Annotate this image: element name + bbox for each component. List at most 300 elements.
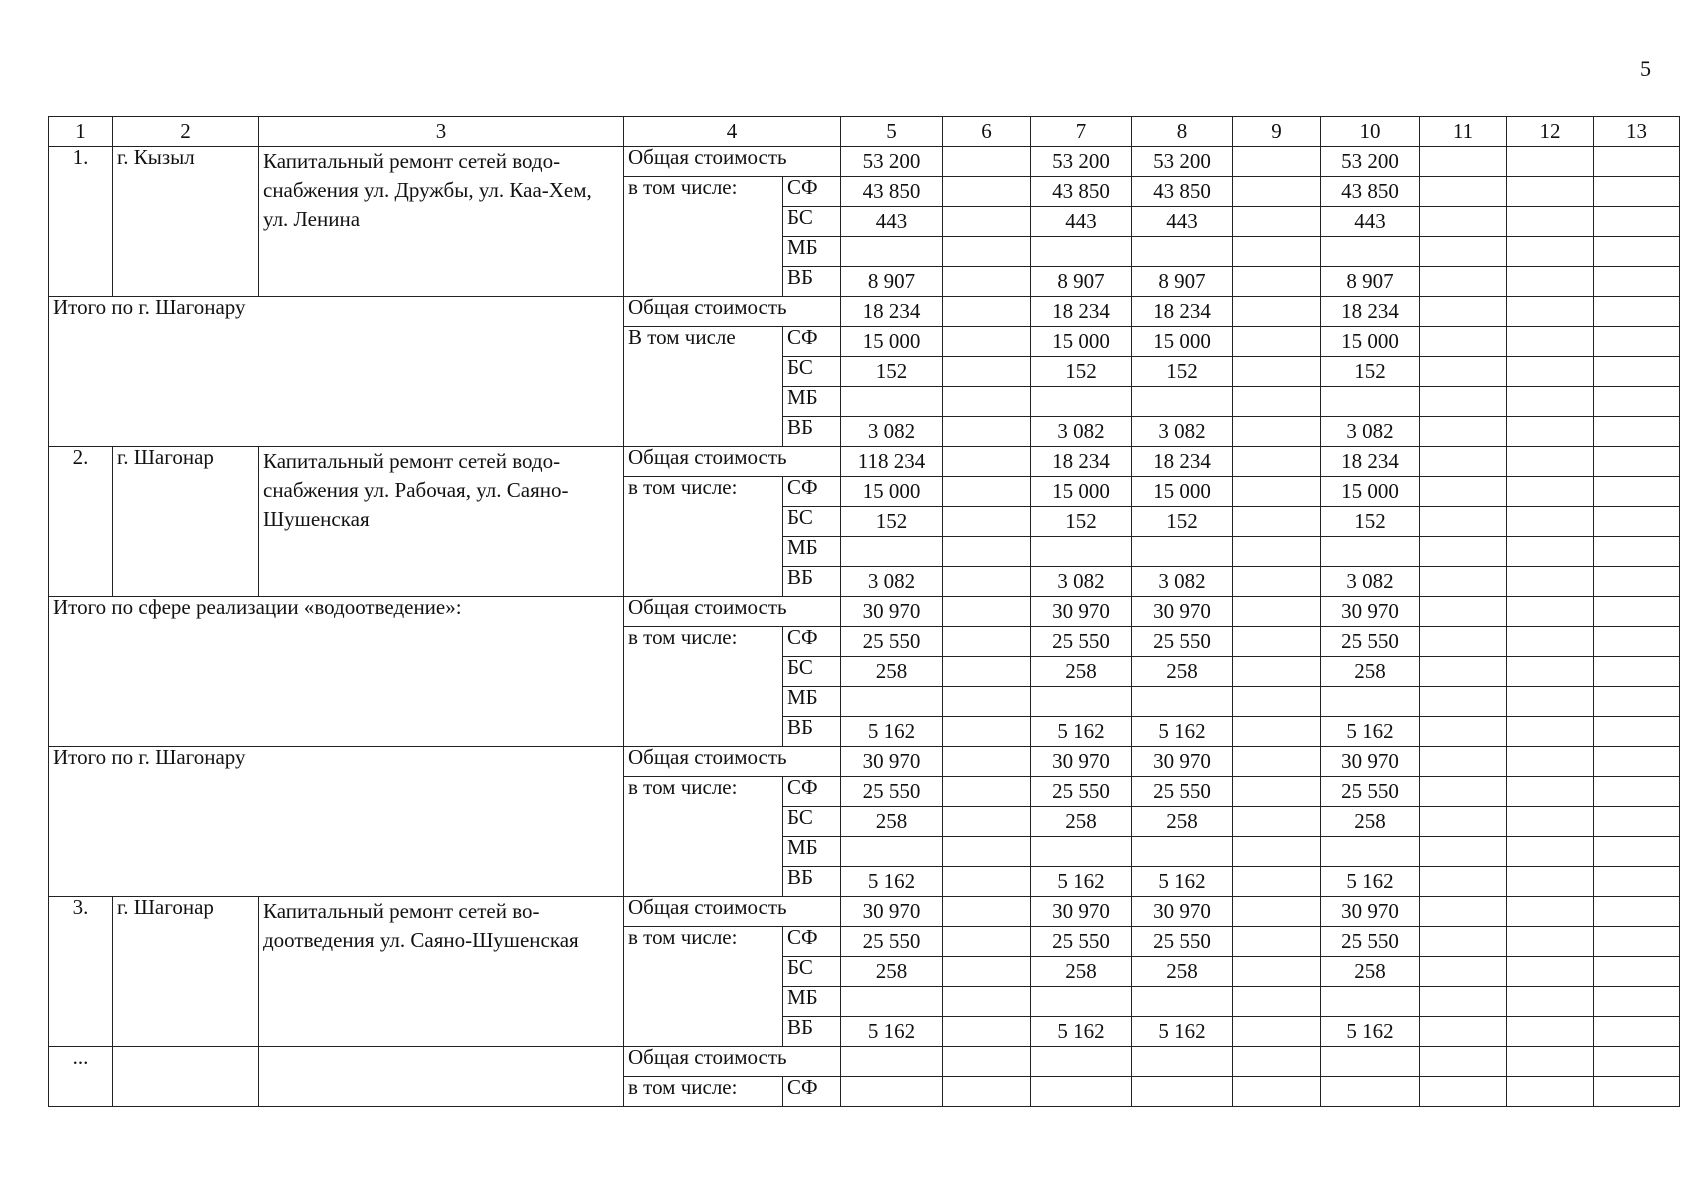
value-col6 — [943, 897, 1031, 927]
value-col7: 3 082 — [1031, 567, 1132, 597]
value-col5: 25 550 — [841, 777, 943, 807]
value-col7: 258 — [1031, 657, 1132, 687]
source-label: СФ — [783, 327, 841, 357]
value-col9 — [1233, 1047, 1321, 1077]
value-col5: 5 162 — [841, 867, 943, 897]
value-col11 — [1420, 447, 1507, 477]
value-col6 — [943, 297, 1031, 327]
value-col13 — [1594, 327, 1680, 357]
value-col5: 30 970 — [841, 747, 943, 777]
value-col11 — [1420, 357, 1507, 387]
value-col8: 5 162 — [1132, 867, 1233, 897]
value-col10: 152 — [1321, 507, 1420, 537]
value-col7: 3 082 — [1031, 417, 1132, 447]
value-col12 — [1507, 627, 1594, 657]
value-col5: 25 550 — [841, 627, 943, 657]
value-col7: 30 970 — [1031, 897, 1132, 927]
value-col12 — [1507, 927, 1594, 957]
header-cell: 4 — [624, 117, 841, 147]
value-col12 — [1507, 687, 1594, 717]
total-cost-label: Общая стоимость — [624, 597, 841, 627]
value-col12 — [1507, 897, 1594, 927]
source-label: СФ — [783, 927, 841, 957]
value-col9 — [1233, 357, 1321, 387]
value-col13 — [1594, 1077, 1680, 1107]
value-col7: 5 162 — [1031, 717, 1132, 747]
value-col7: 443 — [1031, 207, 1132, 237]
project-description: Капитальный ремонт сетей водо-снабжения ул. Рабочая, ул. Саяно-Шушенская — [259, 447, 624, 597]
source-label: БС — [783, 657, 841, 687]
value-col9 — [1233, 837, 1321, 867]
value-col12 — [1507, 237, 1594, 267]
value-col5: 258 — [841, 957, 943, 987]
value-col10: 258 — [1321, 807, 1420, 837]
project-description: Капитальный ремонт сетей водо-снабжения ул. Дружбы, ул. Каа-Хем, ул. Ленина — [259, 147, 624, 297]
value-col10 — [1321, 837, 1420, 867]
value-col10: 152 — [1321, 357, 1420, 387]
value-col5: 30 970 — [841, 897, 943, 927]
value-col9 — [1233, 747, 1321, 777]
value-col6 — [943, 567, 1031, 597]
source-label: БС — [783, 507, 841, 537]
value-col6 — [943, 627, 1031, 657]
project-description — [259, 1047, 624, 1107]
value-col5 — [841, 387, 943, 417]
value-col8: 25 550 — [1132, 627, 1233, 657]
value-col6 — [943, 507, 1031, 537]
table-body — [49, 117, 1680, 1107]
value-col13 — [1594, 897, 1680, 927]
value-col6 — [943, 1047, 1031, 1077]
value-col6 — [943, 327, 1031, 357]
source-label: ВБ — [783, 1017, 841, 1047]
value-col7: 18 234 — [1031, 297, 1132, 327]
project-description: Капитальный ремонт сетей во-доотведения ул. Саяно-Шушенская — [259, 897, 624, 1047]
value-col6 — [943, 867, 1031, 897]
value-col10 — [1321, 1047, 1420, 1077]
value-col10: 18 234 — [1321, 297, 1420, 327]
value-col13 — [1594, 687, 1680, 717]
value-col11 — [1420, 207, 1507, 237]
value-col10: 15 000 — [1321, 327, 1420, 357]
total-cost-label: Общая стоимость — [624, 747, 841, 777]
value-col6 — [943, 597, 1031, 627]
value-col9 — [1233, 477, 1321, 507]
incl-label: В том числе — [624, 327, 783, 447]
value-col5: 43 850 — [841, 177, 943, 207]
value-col6 — [943, 237, 1031, 267]
value-col8 — [1132, 687, 1233, 717]
value-col13 — [1594, 417, 1680, 447]
city-name: г. Шагонар — [113, 897, 259, 1047]
value-col13 — [1594, 657, 1680, 687]
value-col13 — [1594, 1047, 1680, 1077]
value-col11 — [1420, 597, 1507, 627]
value-col11 — [1420, 537, 1507, 567]
value-col5 — [841, 1047, 943, 1077]
value-col5: 152 — [841, 357, 943, 387]
value-col6 — [943, 747, 1031, 777]
value-col5: 258 — [841, 657, 943, 687]
header-cell: 2 — [113, 117, 259, 147]
value-col9 — [1233, 927, 1321, 957]
source-label: ВБ — [783, 717, 841, 747]
value-col9 — [1233, 807, 1321, 837]
value-col12 — [1507, 597, 1594, 627]
value-col10: 25 550 — [1321, 777, 1420, 807]
value-col12 — [1507, 717, 1594, 747]
value-col12 — [1507, 357, 1594, 387]
value-col9 — [1233, 687, 1321, 717]
city-name — [113, 1047, 259, 1107]
source-label: МБ — [783, 837, 841, 867]
value-col11 — [1420, 267, 1507, 297]
value-col8: 8 907 — [1132, 267, 1233, 297]
value-col6 — [943, 1017, 1031, 1047]
value-col9 — [1233, 417, 1321, 447]
value-col9 — [1233, 1077, 1321, 1107]
value-col13 — [1594, 357, 1680, 387]
incl-label: в том числе: — [624, 627, 783, 747]
value-col9 — [1233, 627, 1321, 657]
value-col10: 25 550 — [1321, 627, 1420, 657]
header-cell: 3 — [259, 117, 624, 147]
value-col6 — [943, 807, 1031, 837]
value-col12 — [1507, 417, 1594, 447]
value-col9 — [1233, 267, 1321, 297]
table-row — [49, 1047, 1680, 1077]
value-col12 — [1507, 507, 1594, 537]
value-col13 — [1594, 177, 1680, 207]
value-col7: 152 — [1031, 507, 1132, 537]
value-col9 — [1233, 1017, 1321, 1047]
value-col8 — [1132, 537, 1233, 567]
value-col9 — [1233, 567, 1321, 597]
value-col7: 5 162 — [1031, 1017, 1132, 1047]
value-col12 — [1507, 567, 1594, 597]
header-cell: 11 — [1420, 117, 1507, 147]
value-col11 — [1420, 807, 1507, 837]
value-col13 — [1594, 717, 1680, 747]
value-col5: 118 234 — [841, 447, 943, 477]
value-col7 — [1031, 237, 1132, 267]
value-col8 — [1132, 1047, 1233, 1077]
value-col5: 8 907 — [841, 267, 943, 297]
value-col13 — [1594, 807, 1680, 837]
value-col7 — [1031, 387, 1132, 417]
value-col10: 43 850 — [1321, 177, 1420, 207]
value-col6 — [943, 357, 1031, 387]
source-label: БС — [783, 357, 841, 387]
value-col6 — [943, 657, 1031, 687]
value-col9 — [1233, 597, 1321, 627]
value-col9 — [1233, 207, 1321, 237]
value-col11 — [1420, 387, 1507, 417]
value-col9 — [1233, 717, 1321, 747]
value-col8: 443 — [1132, 207, 1233, 237]
source-label: СФ — [783, 777, 841, 807]
value-col7: 18 234 — [1031, 447, 1132, 477]
source-label: ВБ — [783, 417, 841, 447]
value-col9 — [1233, 957, 1321, 987]
city-name: г. Кызыл — [113, 147, 259, 297]
value-col5: 152 — [841, 507, 943, 537]
value-col9 — [1233, 987, 1321, 1017]
value-col8: 18 234 — [1132, 447, 1233, 477]
value-col11 — [1420, 897, 1507, 927]
value-col7 — [1031, 687, 1132, 717]
value-col8 — [1132, 987, 1233, 1017]
value-col13 — [1594, 297, 1680, 327]
source-label: БС — [783, 807, 841, 837]
source-label: ВБ — [783, 267, 841, 297]
value-col8 — [1132, 237, 1233, 267]
value-col5 — [841, 987, 943, 1017]
value-col11 — [1420, 567, 1507, 597]
value-col13 — [1594, 207, 1680, 237]
source-label: МБ — [783, 987, 841, 1017]
value-col13 — [1594, 477, 1680, 507]
value-col11 — [1420, 657, 1507, 687]
value-col6 — [943, 717, 1031, 747]
value-col11 — [1420, 957, 1507, 987]
header-row — [49, 117, 1680, 147]
value-col5: 15 000 — [841, 477, 943, 507]
value-col10: 5 162 — [1321, 717, 1420, 747]
total-cost-label: Общая стоимость — [624, 297, 841, 327]
table-row — [49, 297, 1680, 327]
value-col9 — [1233, 387, 1321, 417]
value-col8: 30 970 — [1132, 747, 1233, 777]
source-label: СФ — [783, 477, 841, 507]
value-col13 — [1594, 507, 1680, 537]
value-col7: 258 — [1031, 957, 1132, 987]
value-col6 — [943, 1077, 1031, 1107]
value-col12 — [1507, 297, 1594, 327]
value-col11 — [1420, 927, 1507, 957]
value-col5: 258 — [841, 807, 943, 837]
table-row — [49, 147, 1680, 177]
value-col7: 25 550 — [1031, 627, 1132, 657]
value-col12 — [1507, 387, 1594, 417]
value-col9 — [1233, 777, 1321, 807]
value-col10: 25 550 — [1321, 927, 1420, 957]
value-col8: 3 082 — [1132, 567, 1233, 597]
value-col11 — [1420, 507, 1507, 537]
value-col12 — [1507, 537, 1594, 567]
value-col12 — [1507, 837, 1594, 867]
value-col9 — [1233, 537, 1321, 567]
value-col11 — [1420, 1077, 1507, 1107]
value-col13 — [1594, 387, 1680, 417]
value-col9 — [1233, 507, 1321, 537]
value-col11 — [1420, 627, 1507, 657]
source-label: МБ — [783, 387, 841, 417]
value-col13 — [1594, 447, 1680, 477]
value-col8: 25 550 — [1132, 777, 1233, 807]
value-col11 — [1420, 147, 1507, 177]
total-cost-label: Общая стоимость — [624, 147, 841, 177]
value-col8: 258 — [1132, 957, 1233, 987]
value-col7: 258 — [1031, 807, 1132, 837]
value-col9 — [1233, 867, 1321, 897]
value-col10: 258 — [1321, 957, 1420, 987]
value-col10: 258 — [1321, 657, 1420, 687]
total-cost-label: Общая стоимость — [624, 1047, 841, 1077]
budget-table — [48, 116, 1680, 1107]
value-col5 — [841, 687, 943, 717]
value-col10 — [1321, 987, 1420, 1017]
table-row — [49, 447, 1680, 477]
value-col7: 152 — [1031, 357, 1132, 387]
value-col6 — [943, 687, 1031, 717]
value-col5 — [841, 237, 943, 267]
value-col9 — [1233, 447, 1321, 477]
value-col7: 43 850 — [1031, 177, 1132, 207]
value-col8: 258 — [1132, 657, 1233, 687]
value-col12 — [1507, 477, 1594, 507]
page-number: 5 — [1640, 56, 1651, 81]
value-col8: 25 550 — [1132, 927, 1233, 957]
value-col8: 15 000 — [1132, 477, 1233, 507]
value-col12 — [1507, 777, 1594, 807]
value-col6 — [943, 267, 1031, 297]
value-col10: 8 907 — [1321, 267, 1420, 297]
value-col10: 443 — [1321, 207, 1420, 237]
source-label: ВБ — [783, 567, 841, 597]
value-col7 — [1031, 837, 1132, 867]
value-col9 — [1233, 237, 1321, 267]
source-label: СФ — [783, 1077, 841, 1107]
incl-label: в том числе: — [624, 777, 783, 897]
source-label: МБ — [783, 237, 841, 267]
value-col5 — [841, 837, 943, 867]
value-col9 — [1233, 897, 1321, 927]
value-col13 — [1594, 987, 1680, 1017]
value-col12 — [1507, 327, 1594, 357]
source-label: БС — [783, 207, 841, 237]
value-col11 — [1420, 987, 1507, 1017]
value-col12 — [1507, 867, 1594, 897]
value-col10: 30 970 — [1321, 597, 1420, 627]
value-col7: 8 907 — [1031, 267, 1132, 297]
value-col10: 30 970 — [1321, 897, 1420, 927]
value-col13 — [1594, 927, 1680, 957]
value-col6 — [943, 207, 1031, 237]
value-col6 — [943, 957, 1031, 987]
row-index: 1. — [49, 147, 113, 297]
value-col13 — [1594, 867, 1680, 897]
total-title: Итого по г. Шагонару — [49, 297, 624, 447]
value-col8: 30 970 — [1132, 597, 1233, 627]
value-col10 — [1321, 1077, 1420, 1107]
value-col13 — [1594, 777, 1680, 807]
value-col10 — [1321, 387, 1420, 417]
value-col6 — [943, 927, 1031, 957]
value-col12 — [1507, 957, 1594, 987]
value-col13 — [1594, 837, 1680, 867]
value-col7: 15 000 — [1031, 477, 1132, 507]
value-col13 — [1594, 597, 1680, 627]
header-cell: 7 — [1031, 117, 1132, 147]
value-col8: 5 162 — [1132, 717, 1233, 747]
value-col8: 152 — [1132, 507, 1233, 537]
value-col10 — [1321, 687, 1420, 717]
value-col8 — [1132, 387, 1233, 417]
header-cell: 10 — [1321, 117, 1420, 147]
value-col13 — [1594, 957, 1680, 987]
value-col8: 53 200 — [1132, 147, 1233, 177]
value-col11 — [1420, 177, 1507, 207]
row-index: 2. — [49, 447, 113, 597]
value-col9 — [1233, 177, 1321, 207]
value-col11 — [1420, 297, 1507, 327]
value-col6 — [943, 987, 1031, 1017]
source-label: БС — [783, 957, 841, 987]
value-col5: 3 082 — [841, 417, 943, 447]
value-col8: 152 — [1132, 357, 1233, 387]
source-label: МБ — [783, 537, 841, 567]
value-col11 — [1420, 477, 1507, 507]
value-col6 — [943, 177, 1031, 207]
total-cost-label: Общая стоимость — [624, 897, 841, 927]
value-col8: 18 234 — [1132, 297, 1233, 327]
total-cost-label: Общая стоимость — [624, 447, 841, 477]
value-col6 — [943, 837, 1031, 867]
value-col13 — [1594, 627, 1680, 657]
value-col9 — [1233, 297, 1321, 327]
value-col7: 25 550 — [1031, 927, 1132, 957]
source-label: ВБ — [783, 867, 841, 897]
value-col13 — [1594, 537, 1680, 567]
value-col13 — [1594, 267, 1680, 297]
value-col11 — [1420, 717, 1507, 747]
value-col5: 3 082 — [841, 567, 943, 597]
value-col9 — [1233, 147, 1321, 177]
table-row — [49, 597, 1680, 627]
header-cell: 9 — [1233, 117, 1321, 147]
value-col8 — [1132, 837, 1233, 867]
value-col11 — [1420, 237, 1507, 267]
value-col8: 15 000 — [1132, 327, 1233, 357]
value-col5: 53 200 — [841, 147, 943, 177]
value-col12 — [1507, 657, 1594, 687]
value-col9 — [1233, 657, 1321, 687]
value-col13 — [1594, 567, 1680, 597]
header-cell: 6 — [943, 117, 1031, 147]
value-col11 — [1420, 417, 1507, 447]
value-col13 — [1594, 237, 1680, 267]
city-name: г. Шагонар — [113, 447, 259, 597]
value-col8: 5 162 — [1132, 1017, 1233, 1047]
value-col11 — [1420, 327, 1507, 357]
value-col11 — [1420, 837, 1507, 867]
total-title: Итого по г. Шагонару — [49, 747, 624, 897]
value-col6 — [943, 777, 1031, 807]
value-col5: 5 162 — [841, 1017, 943, 1047]
value-col11 — [1420, 687, 1507, 717]
incl-label: в том числе: — [624, 927, 783, 1047]
value-col13 — [1594, 1017, 1680, 1047]
value-col10: 3 082 — [1321, 417, 1420, 447]
value-col8 — [1132, 1077, 1233, 1107]
value-col12 — [1507, 1017, 1594, 1047]
row-index: ... — [49, 1047, 113, 1107]
value-col10: 3 082 — [1321, 567, 1420, 597]
value-col7: 30 970 — [1031, 747, 1132, 777]
total-title: Итого по сфере реализации «водоотведение»: — [49, 597, 624, 747]
header-cell: 8 — [1132, 117, 1233, 147]
